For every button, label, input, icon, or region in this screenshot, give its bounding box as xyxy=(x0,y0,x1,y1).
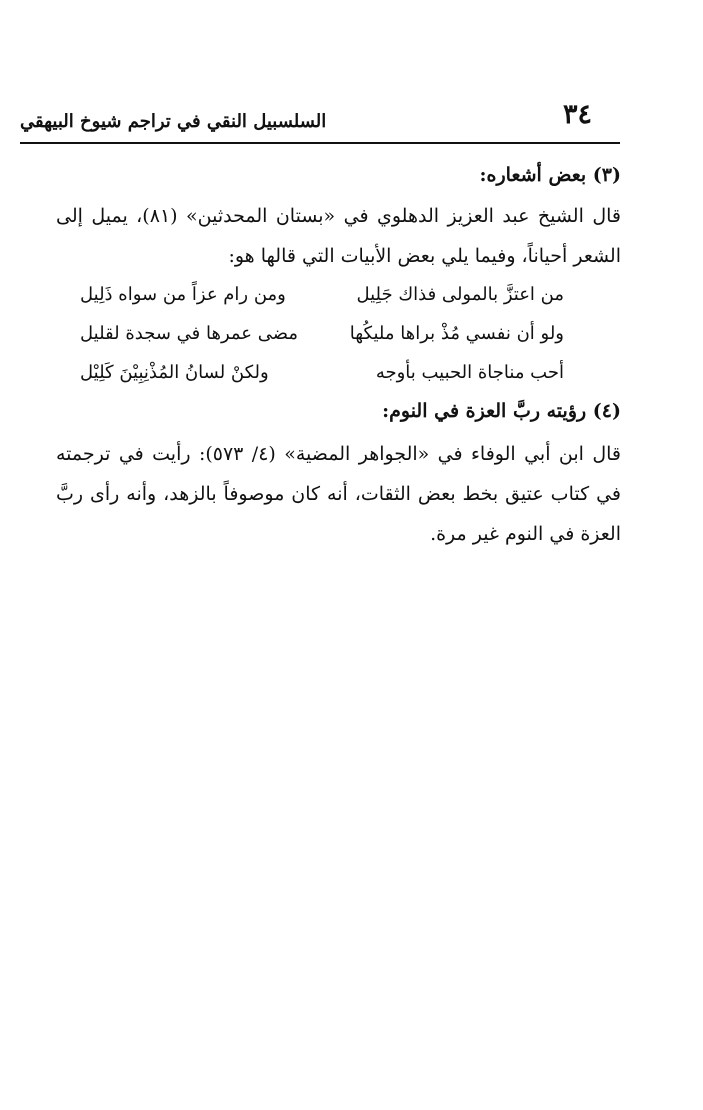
verse-first-hemistich: أحب مناجاة الحبيب بأوجه xyxy=(375,362,564,383)
section-3 xyxy=(56,160,621,190)
section-heading: (٤) رؤيته ربَّ العزة في النوم: xyxy=(382,400,621,422)
section-4-paragraph-block xyxy=(56,434,621,554)
verse-second-hemistich: مضى عمرها في سجدة لقليل xyxy=(80,323,298,344)
section-heading: (٣) بعض أشعاره: xyxy=(479,164,621,186)
section-paragraph: قال ابن أبي الوفاء في «الجواهر المضية» (٤/ ٥٧٣): رأيت في ترجمته في كتاب عتيق بخط بعض الثقات، أنه كان موصوفاً بالزهد، وأنه رأى ربَّ العزة في النوم غير مرة. xyxy=(56,443,621,545)
verse-second-hemistich: ولكنْ لسانُ المُذْنِبِيْنَ كَلِيْل xyxy=(80,362,269,383)
header-divider xyxy=(20,142,620,144)
verse-first-hemistich: ولو أن نفسي مُذْ براها مليكُها xyxy=(349,323,564,344)
verse-first-hemistich: من اعتزَّ بالمولى فذاك جَلِيل xyxy=(356,284,564,305)
running-title: السلسبيل النقي في تراجم شيوخ البيهقي xyxy=(20,111,327,132)
section-4 xyxy=(56,396,621,426)
verse-line xyxy=(80,355,564,391)
page-number: ٣٤ xyxy=(562,99,592,130)
section-paragraph: قال الشيخ عبد العزيز الدهلوي في «بستان المحدثين» (٨١)، يميل إلى الشعر أحياناً، وفيما يلي بعض الأبيات التي قالها هو: xyxy=(56,205,621,267)
verse-line xyxy=(80,277,564,313)
page-header xyxy=(20,100,620,144)
section-3-paragraph-block xyxy=(56,196,621,276)
verse-line xyxy=(80,316,564,352)
verse-second-hemistich: ومن رام عزاً من سواه ذَلِيل xyxy=(80,284,286,305)
